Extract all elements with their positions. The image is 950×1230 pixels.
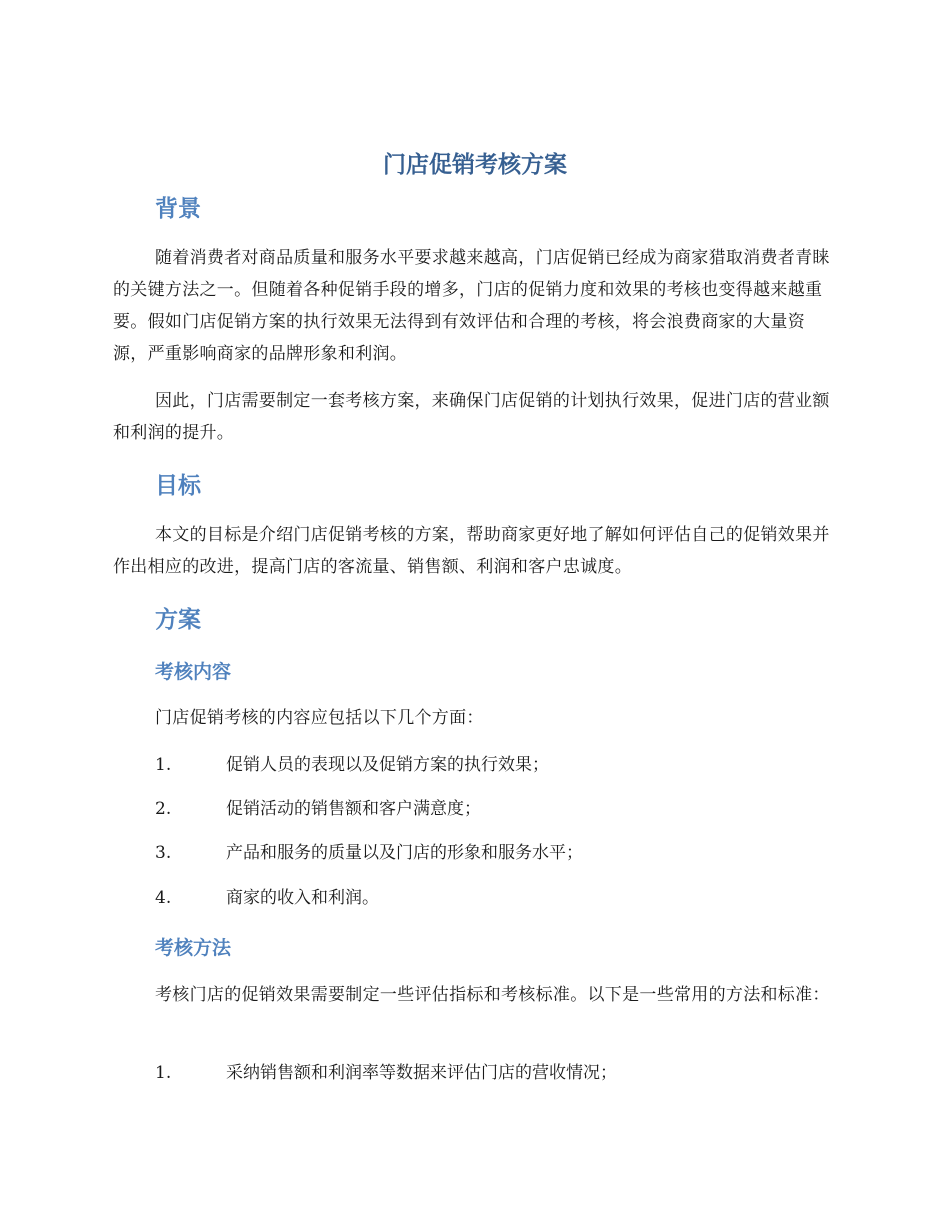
list-text: 促销人员的表现以及促销方案的执行效果； <box>226 755 549 775</box>
list-text: 产品和服务的质量以及门店的形象和服务水平； <box>226 843 583 863</box>
heading-plan: 方案 <box>155 607 201 633</box>
goal-paragraph: 本文的目标是介绍门店促销考核的方案，帮助商家更好地了解如何评估自己的促销效果并作出相应的改进，提高门店的客流量、销售额、利润和客户忠诚度。 <box>113 525 830 577</box>
content-intro: 门店促销考核的内容应包括以下几个方面： <box>155 708 484 728</box>
background-paragraph-2: 因此，门店需要制定一套考核方案，来确保门店促销的计划执行效果，促进门店的营业额和利润的提升。 <box>113 391 830 443</box>
list-item <box>155 841 583 865</box>
document-title: 门店促销考核方案 <box>383 152 567 178</box>
list-number: 3. <box>155 843 172 863</box>
heading-assessment-method: 考核方法 <box>155 937 232 959</box>
list-text: 采纳销售额和利润率等数据来评估门店的营收情况； <box>226 1063 617 1083</box>
heading-goal: 目标 <box>155 473 201 499</box>
list-item <box>155 753 549 777</box>
list-number: 2. <box>155 799 172 819</box>
heading-background: 背景 <box>155 196 201 222</box>
list-number: 4. <box>155 888 172 908</box>
list-number: 1. <box>155 755 172 775</box>
list-item <box>155 1061 617 1085</box>
list-text: 促销活动的销售额和客户满意度； <box>226 799 481 819</box>
background-paragraph-1: 随着消费者对商品质量和服务水平要求越来越高，门店促销已经成为商家猎取消费者青睐的关键方法之一。但随着各种促销手段的增多，门店的促销力度和效果的考核也变得越来越重要。假如门店促销方案的执行效果无法得到有效评估和合理的考核，将会浪费商家的大量资源，严重影响商家的品牌形象和利润。 <box>113 248 830 364</box>
list-number: 1. <box>155 1063 172 1083</box>
heading-assessment-content: 考核内容 <box>155 661 232 683</box>
list-text: 商家的收入和利润。 <box>226 888 379 908</box>
list-item <box>155 797 481 821</box>
list-item <box>155 886 379 910</box>
method-intro: 考核门店的促销效果需要制定一些评估指标和考核标准。以下是一些常用的方法和标准： <box>155 985 830 1005</box>
